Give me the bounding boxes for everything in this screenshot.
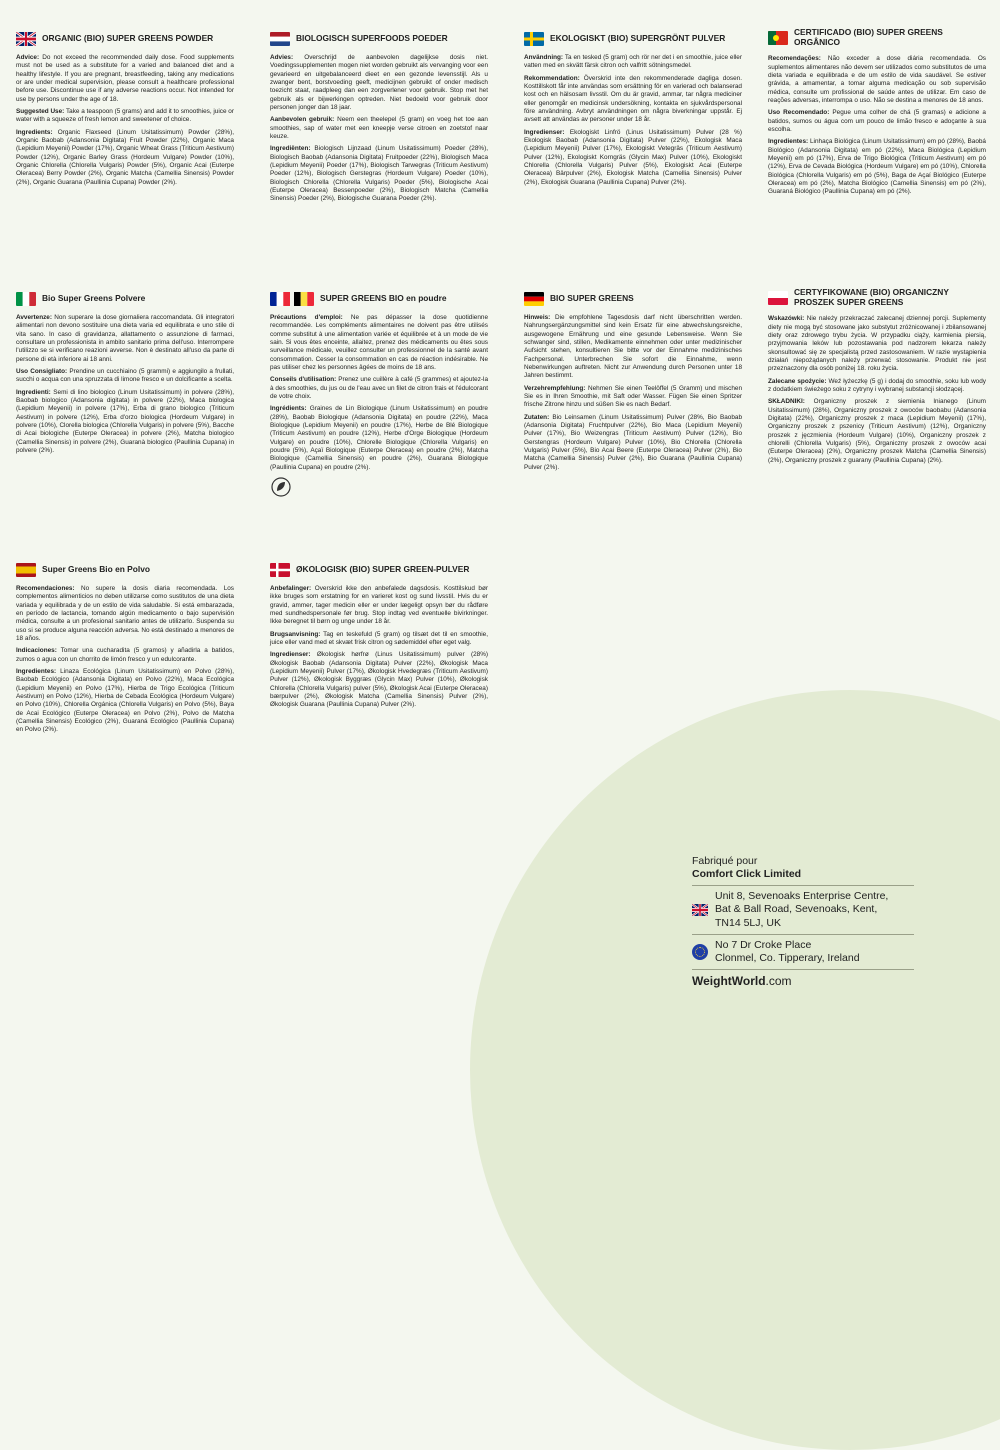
section-paragraph xyxy=(270,631,488,648)
paragraph-text: Bio Leinsamen (Linum Usitatissimum) Pulver (28%, Bio Baobab (Adansonia Digitata) Fruchtpulver (22%), Bio Maca (Lepidium Meyenii) Pulver (17%), Bio Weizengras (Triticum Aestivum) Pulver (12%), Bio Gerstengras (Hordeum Vulgare) Pulver (10%), Bio Chlorella (Chlorella Vulgaris) Pulver (5%), Bio Acai Beere (Euterpe Oleracea) Pulver (2%), Bio Matcha (Camellia Sinensis) Pulver (2%), Bio Guarana (Paullinia Cupana) Pulver (2%). xyxy=(524,413,742,471)
poland-flag-icon xyxy=(768,291,788,305)
paragraph-label: Brugsanvisning: xyxy=(270,630,321,638)
section-paragraph xyxy=(524,75,742,125)
paragraph-text: Weź łyżeczkę (5 g) i dodaj do smoothie, soku lub wody z dodatkiem świeżego soku z cytryny i wybranej substancji słodzącej. xyxy=(768,377,986,393)
paragraph-text: Tomar una cucharadita (5 gramos) y añadirla a batidos, zumos o agua con un chorrito de limón fresco y un edulcorante. xyxy=(16,647,234,663)
paragraph-text: Semi di lino biologico (Linum Usitatissimum) in polvere (28%), Baobab biologico (Adansonia digitata) in polvere (22%), Maca biologica (Lepidium Meyenii) in polvere (17%), Erba di grano biologico (Triticum Aestivum) in polvere (12%), Erba d'orzo biologica (Hordeum Vulgare) in polvere (10%), Clorella biologica (Chlorella Vulgaris) in polvere (5%), Bacche di Acai biologiche (Euterpe Oleracea) in polvere (2%), Matcha biologico (Camellia Sinensis) in polvere (2%), Guaranà biologico (Paullinia Cupana) in polvere (2%). xyxy=(16,388,234,454)
section-paragraph xyxy=(524,314,742,381)
paragraph-text: Nie należy przekraczać zalecanej dziennej porcji. Suplementy diety nie mogą być stosowane jako substytut zróżnicowanej i zbilansowanej diety oraz zdrowego trybu życia. W przypadku ciąży, karmienia piersią, przyjmowania leków lub pozostawania pod nadzorem lekarza należy skonsultować się ze specjalistą przed zastosowaniem. W razie wystąpienia działań niepożądanych należy przerwać stosowanie. Produkt nie jest przeznaczony dla osób poniżej 18. roku życia. xyxy=(768,315,986,373)
paragraph-label: Rekommendation: xyxy=(524,74,580,82)
section-paragraph xyxy=(270,314,488,372)
paragraph-text: Prenez une cuillère à café (5 grammes) et ajoutez-la à des smoothies, du jus ou de l'eau avec un filet de citron frais et l'édulcorant de votre choix. xyxy=(270,376,488,400)
paragraph-label: Ingredienser: xyxy=(270,651,311,659)
section-danish xyxy=(270,563,488,714)
paragraph-label: Hinweis: xyxy=(524,314,551,321)
paragraph-text: Organiczny proszek z siemienia lnianego (Linum Usitatissimum) (28%), Organiczny proszek z owoców baobabu (Adansonia Digitata) (22%), Organiczny proszek z maca (Lepidium Meyenii) (17%), Organiczny proszek z pszenicy (Triticum Aestivum) (12%), Organiczny proszek z jęczmienia (Hordeum Vulgare) (10%), Organiczny proszek z chlorelli (Chlorella Vulgaris) (5%), Organiczny proszek z owoców acai (Euterpe Oleracea) (2%), Organiczny proszek Matcha (Camellia Sinensis) (2%), Organiczny proszek z guarany (Paullinia Cupana) (2%). xyxy=(768,398,986,464)
section-title: ORGANIC (BIO) SUPER GREENS POWDER xyxy=(42,33,214,44)
paragraph-text: Não exceder a dose diária recomendada. Os suplementos alimentares não devem ser utilizados como substitutos de uma dieta variada e equilibrada e de um estilo de vida saudável. Se estiver grávida, a amamentar, a tomar alguma medicação ou sob supervisão médica, consulte um profissional de saúde antes de utilizar. Em caso de reações adversas, interrompa o uso. Não se destina a menores de 18 anos. xyxy=(768,55,986,104)
paragraph-text: Ta en tesked (5 gram) och rör ner det i en smoothie, juice eller vatten med en skvätt färsk citron och valfritt sötningsmedel. xyxy=(524,54,742,70)
paragraph-text: Overskrid ikke den anbefalede dagsdosis. Kosttilskud bør ikke bruges som erstatning for en varieret kost og sund livsstil. Hvis du er gravid, ammer, tager medicin eller er under lægeligt opsyn bør du rådføre med sundhedspersonale før brug. Stop indtag ved eventuelle bivirkninger. Ikke beregnet til børn og unge under 18 år. xyxy=(270,585,488,626)
made-for-label: Fabriqué pour xyxy=(692,855,758,867)
paragraph-label: Avvertenze: xyxy=(16,314,52,321)
section-paragraph xyxy=(16,108,234,125)
paragraph-label: Indicaciones: xyxy=(16,647,57,655)
section-paragraph xyxy=(768,109,986,134)
divider xyxy=(692,969,914,970)
paragraph-label: Verzehrempfehlung: xyxy=(524,384,586,392)
paragraph-label: SKŁADNIKI: xyxy=(768,398,805,406)
paragraph-label: Ingrédients: xyxy=(270,405,307,413)
section-paragraph xyxy=(16,314,234,364)
spain-flag-icon xyxy=(16,563,36,577)
sweden-flag-icon xyxy=(524,32,544,46)
germany-flag-icon xyxy=(524,292,544,306)
section-header xyxy=(16,292,234,306)
divider xyxy=(692,934,914,935)
paragraph-label: Advies: xyxy=(270,54,294,61)
manufacturer-block xyxy=(692,855,914,988)
section-portuguese xyxy=(768,28,986,201)
paragraph-text: Do not exceed the recommended daily dose. Food supplements must not be used as a substitute for a varied and balanced diet and a healthy lifestyle. If you are pregnant, breastfeeding, taking any medications or are under medical supervision, please consult a healthcare professional before use. Discontinue use if any adverse reactions occur. Not intended for use by persons under the age of 18. xyxy=(16,54,234,103)
section-paragraph xyxy=(270,651,488,709)
section-paragraph xyxy=(16,129,234,187)
paragraph-text: Linhaça Biológica (Linum Usitatissimum) em pó (28%), Baobá Biológico (Adansonia Digitata) em pó (22%), Maca Biológica (Lepidium Meyenii) em pó (17%), Erva de Trigo Biológica (Triticum Aestivum) em pó (12%), Erva de Cevada Biológica (Hordeum Vulgare) em pó (10%), Chlorella Biológica (Chlorella Vulgaris) em pó (5%), Baga de Açaí Biológico (Euterpe Oleracea) em pó (2%), Matcha Biológico (Camellia Sinensis) em pó (2%), Guaraná Biológico (Paullinia Cupana) em pó (2%). xyxy=(768,138,986,196)
paragraph-text: Organic Flaxseed (Linum Usitatissimum) Powder (28%), Organic Baobab (Adansonia Digitata) Fruit Powder (22%), Organic Maca (Lepidium Meyenii) Powder (17%), Organic Wheat Grass (Triticum Aestivum) Powder (12%), Organic Barley Grass (Hordeum Vulgare) Powder (10%), Organic Chlorella (Chlorella Vulgaris) Powder (5%), Organic Acai (Euterpe Oleracea) Berry Powder (2%), Organic Matcha (Camellia Sinensis) Powder (2%), Organic Guarana (Paullinia Cupana) Powder (2%). xyxy=(16,128,234,186)
paragraph-text: Ne pas dépasser la dose quotidienne recommandée. Les compléments alimentaires ne doivent pas être utilisés comme substitut à une alimentation variée et équilibrée et à un mode de vie sain. Si vous êtes enceinte, allaitez, prenez des médicaments ou êtes sous surveillance médicale, veuillez consulter un professionnel de la santé avant consommation. Cesser la consommation en cas de réaction indésirable. Ne pas utiliser chez les personnes âgées de moins de 18 ans. xyxy=(270,314,488,371)
divider xyxy=(692,885,914,886)
paragraph-label: Ingredients: xyxy=(16,128,53,136)
section-header xyxy=(768,288,986,307)
uk-address-row xyxy=(692,890,914,929)
paragraph-label: Zalecane spożycie: xyxy=(768,377,827,385)
paragraph-text: Take a teaspoon (5 grams) and add it to smoothies, juice or water with a squeeze of fresh lemon and sweetener of choice. xyxy=(16,107,234,124)
paragraph-label: Précautions d'emploi: xyxy=(270,314,343,321)
section-title: BIO SUPER GREENS xyxy=(550,293,634,304)
section-paragraph xyxy=(524,414,742,472)
italy-flag-icon xyxy=(16,292,36,306)
uk-flag-icon xyxy=(692,904,708,916)
section-paragraph xyxy=(270,585,488,627)
section-paragraph xyxy=(16,389,234,456)
section-paragraph xyxy=(270,145,488,203)
france-flag-icon xyxy=(270,292,290,306)
ie-address-row xyxy=(692,939,914,965)
section-paragraph xyxy=(524,129,742,187)
paragraph-text: Die empfohlene Tagesdosis darf nicht überschritten werden. Nahrungsergänzungsmittel sind kein Ersatz für eine abwechslungsreiche, ausgewogene Ernährung und eine gesunde Lebensweise. Wenn Sie schwanger sind, stillen, Medikamente einnehmen oder unter medizinischer Aufsicht stehen, konsultieren Sie bitte vor der Einnahme medizinisches Fachpersonal. Unterbrechen Sie sofort die Einnahme, wenn Nebenwirkungen auftreten. Nicht zur Anwendung durch Personen unter 18 Jahren bestimmt. xyxy=(524,314,742,380)
paragraph-text: Overschrijd de aanbevolen dagelijkse dosis niet. Voedingssupplementen mogen niet worden gebruikt als vervanging voor een gevarieerd en uitgebalanceerd dieet en een gezonde levensstijl. Als u zwanger bent, borstvoeding geeft, medicijnen gebruikt of onder medisch toezicht staat, raadpleeg dan een zorgverlener voor gebruik. Stop met het gebruik als er bijwerkingen optreden. Niet bedoeld voor gebruik door personen jonger dan 18 jaar. xyxy=(270,54,488,111)
section-paragraph xyxy=(16,368,234,385)
section-paragraph xyxy=(270,405,488,472)
section-paragraph xyxy=(16,668,234,735)
paragraph-label: Ingredienser: xyxy=(524,128,565,136)
section-header xyxy=(524,32,742,46)
section-title: Bio Super Greens Polvere xyxy=(42,293,146,304)
paragraph-text: Prendine un cucchiaino (5 grammi) e aggiungilo a frullati, succhi o acqua con una spruzzata di limone fresco e un dolcificante a scelta. xyxy=(16,367,234,384)
section-header xyxy=(270,563,488,577)
section-english xyxy=(16,32,234,191)
paragraph-text: Nehmen Sie einen Teelöffel (5 Gramm) und mischen Sie es in Ihren Smoothie, mit Saft oder Wasser. Fügen Sie einen Spritzer frische Zitrone hinzu und süßen Sie es nach Bedarf. xyxy=(524,384,742,409)
section-paragraph xyxy=(768,378,986,395)
section-paragraph xyxy=(768,138,986,196)
paragraph-text: No supere la dosis diaria recomendada. Los complementos alimenticios no deben utilizarse como sustitutos de una dieta variada y equilibrada y de un estilo de vida saludable. Si está embarazada, en período de lactancia, tomando algún medicamento o bajo supervisión médica, consulte a un profesional sanitario antes de utilizarlo. Suspenda su uso si se produce alguna reacción adversa. No está destinado a menores de 18 años. xyxy=(16,585,234,642)
section-paragraph xyxy=(270,54,488,112)
section-header xyxy=(270,292,488,306)
section-title: ØKOLOGISK (BIO) SUPER GREEN-PULVER xyxy=(296,564,470,575)
section-paragraph xyxy=(270,116,488,141)
section-paragraph xyxy=(768,55,986,105)
decorative-circle xyxy=(470,690,1000,1450)
section-title: CERTYFIKOWANE (BIO) ORGANICZNY PROSZEK SUPER GREENS xyxy=(794,287,949,307)
paragraph-text: Non superare la dose giornaliera raccomandata. Gli integratori alimentari non devono sostituire una dieta varia ed equilibrata e uno stile di vita sano. In caso di gravidanza, allattamento o assunzione di farmaci, consultare un professionista in ambito sanitario prima dell'uso. Interrompere l'utilizzo se si verificano reazioni avverse. Non è destinato all'uso da parte di persone di età inferiore ai 18 anni. xyxy=(16,314,234,363)
section-paragraph xyxy=(524,54,742,71)
paragraph-label: Advice: xyxy=(16,54,40,61)
section-paragraph xyxy=(768,398,986,465)
section-german xyxy=(524,292,742,476)
portugal-flag-icon xyxy=(768,31,788,45)
paragraph-label: Suggested Use: xyxy=(16,107,65,115)
paragraph-text: Ekologiskt Linfrö (Linus Usitatissimum) Pulver (28 %) Ekologisk Baobab (Adansonia Digitata) Pulver (22%), Ekologisk Maca (Lepidium Meyenii) Pulver (17%), Ekologiskt Vetegräs (Triticum Aestivum) Pulver (12%), Ekologiskt Korngräs (Glycin Max) Pulver (10%), Ekologiskt Chlorella (Chlorella Vulgaris) Pulver (5%), Ekologiskt Acai (Euterpe Oleracea) Bärpulver (2%), Ekologisk Matcha (Camellia Sinensis) Pulver (2%), Ekologisk Guarana (Paullinia Cupana) Pulver (2%). xyxy=(524,128,742,186)
section-header xyxy=(270,32,488,46)
paragraph-label: Uso Consigliato: xyxy=(16,367,68,375)
section-title: CERTIFICADO (BIO) SUPER GREENS ORGÂNICO xyxy=(794,27,943,47)
section-paragraph xyxy=(16,585,234,643)
section-spanish xyxy=(16,563,234,739)
paragraph-label: Recomendaciones: xyxy=(16,585,75,592)
uk-address: Unit 8, Sevenoaks Enterprise Centre, Bat & Ball Road, Sevenoaks, Kent, TN14 5LJ, UK xyxy=(715,890,889,929)
section-swedish xyxy=(524,32,742,191)
paragraph-label: Conseils d'utilisation: xyxy=(270,376,337,384)
paragraph-text: Tag en teskefuld (5 gram) og tilsæt det til en smoothie, juice eller vand med et skvæt frisk citron og sødemiddel efter eget valg. xyxy=(270,630,488,646)
section-paragraph xyxy=(270,376,488,401)
paragraph-text: Graines de Lin Biologique (Linum Usitatissimum) en poudre (28%), Baobab Biologique (Adansonia Digitata) en poudre (22%), Maca Biologique (Lepidium Meyenii) en poudre (17%), Herbe de Blé Biologique (Triticum Aestivum) en poudre (12%), Herbe d'Orge Biologique (Hordeum Vulgare) en poudre (10%), Chlorelle Biologique (Chlorella Vulgaris) en poudre (5%), Açaï Biologique (Euterpe Oleracea) en poudre (2%), Matcha Biologique (Camellia Sinensis) en poudre (2%), Guarana Biologique (Paullinia Cupana) en poudre (2%). xyxy=(270,405,488,471)
paragraph-label: Ingredientes: xyxy=(16,667,57,675)
paragraph-text: Biologisch Lijnzaad (Linum Usitatissimum) Poeder (28%), Biologisch Baobab (Adansonia Digitata) Fruitpoeder (22%), Biologisch Maca (Lepidium Meyenii) Poeder (17%), Biologisch Tarwegras (Triticum Aestivum) Poeder (12%), Biologisch Gerstegras (Hordeum Vulgare) Poeder (10%), Biologisch Chlorella (Chlorella Vulgaris) Poeder (5%), Biologische Acai (Euterpe Oleracea) Bessenpoeder (2%), Biologisch Matcha (Camellia Sinensis) Poeder (2%), Biologische Guarana Poeder (2%). xyxy=(270,145,488,203)
section-title: BIOLOGISCH SUPERFOODS POEDER xyxy=(296,33,448,44)
paragraph-label: Uso Recomendado: xyxy=(768,109,830,117)
paragraph-label: Wskazówki: xyxy=(768,315,805,323)
paragraph-label: Ingrediënten: xyxy=(270,145,311,153)
section-header xyxy=(16,563,234,577)
section-title: EKOLOGISKT (BIO) SUPERGRÖNT PULVER xyxy=(550,33,726,44)
section-paragraph xyxy=(16,54,234,104)
section-header xyxy=(16,32,234,46)
website: WeightWorld.com xyxy=(692,973,792,988)
section-french xyxy=(270,292,488,498)
section-paragraph xyxy=(524,385,742,410)
eu-flag-icon xyxy=(692,944,708,960)
paragraph-label: Aanbevolen gebruik: xyxy=(270,116,335,124)
section-header xyxy=(768,28,986,47)
section-paragraph xyxy=(768,315,986,373)
paragraph-label: Användning: xyxy=(524,54,564,61)
section-polish xyxy=(768,288,986,469)
france-belgium-flags-icon xyxy=(270,292,314,306)
netherlands-flag-icon xyxy=(270,32,290,46)
section-dutch xyxy=(270,32,488,208)
paragraph-text: Neem een theelepel (5 gram) en voeg het toe aan smoothies, sap of water met een kneepje verse citroen en zoetstof naar keuze. xyxy=(270,116,488,140)
paragraph-text: Økologisk hørfrø (Linus Usitatissimum) pulver (28%) Økologisk Baobab (Adansonia Digitata) Pulver (22%), Økologisk Maca (Lepidium Meyenii) Pulver (17%), Økologisk Hvedegræs (Triticum Aestivum) Pulver (12%), Økologisk Byggræs (Glycin Max) Pulver (10%), Økologisk Chlorella (Chlorella Vulgaris) pulver (5%), Økologisk Acai (Euterpe Oleracea) bærpulver (2%), Økologisk Matcha (Camellia Sinensis) Pulver (2%), Økologisk Guarana (Paullinia Cupana) Pulver (2%). xyxy=(270,651,488,709)
company-name: Comfort Click Limited xyxy=(692,868,802,881)
section-italian xyxy=(16,292,234,459)
paragraph-label: Anbefalinger: xyxy=(270,585,312,592)
section-header xyxy=(524,292,742,306)
recycle-info-icon xyxy=(270,476,292,498)
paragraph-text: Linaza Ecológica (Linum Usitatissimum) en Polvo (28%), Baobab Ecológico (Adansonia Digitata) en Polvo (22%), Maca Ecológica (Lepidium Meyenii) en Polvo (17%), Hierba de Trigo Ecológica (Triticum Aestivum) en Polvo (12%), Hierba de Cebada Ecológica (Hordeum Vulgare) en Polvo (10%), Chlorella Orgánica (Chlorella Vulgaris) en Polvo (5%), Baya de Acai Ecológico (Euterpe Oleracea) en Polvo (2%), Polvo de Matcha (Camellia Sinensis) Ecológico (2%), Guaraná Ecológico (Paullinia Cupana) en Polvo (2%). xyxy=(16,667,234,734)
section-title: SUPER GREENS BIO en poudre xyxy=(320,293,447,304)
paragraph-label: Ingredientes: xyxy=(768,138,809,146)
paragraph-label: Zutaten: xyxy=(524,413,550,421)
paragraph-label: Recomendações: xyxy=(768,55,821,63)
paragraph-text: Pegue uma colher de chá (5 gramas) e adicione a batidos, sumos ou água com um pouco de limão fresco e adoçante à sua escolha. xyxy=(768,109,986,133)
denmark-flag-icon xyxy=(270,563,290,577)
section-paragraph xyxy=(16,647,234,664)
ie-address: No 7 Dr Croke Place Clonmel, Co. Tipperary, Ireland xyxy=(715,938,860,964)
paragraph-label: Ingredienti: xyxy=(16,388,51,396)
paragraph-text: Överskrid inte den rekommenderade dagliga dosen. Kosttillskott får inte användas som ersättning för en varierad och balanserad kost och en hälsosam livsstil. Om du är gravid, ammar, tar några mediciner eller genomgår en medicinsk undersökning, kontakta en sjukvårdspersonal före användning. Avbryt användningen om några biverkningar uppstår. Ej avsett att användas av personer under 18 år. xyxy=(524,74,742,124)
section-title: Super Greens Bio en Polvo xyxy=(42,564,150,575)
belgium-flag-icon xyxy=(294,292,314,306)
uk-flag-icon xyxy=(16,32,36,46)
